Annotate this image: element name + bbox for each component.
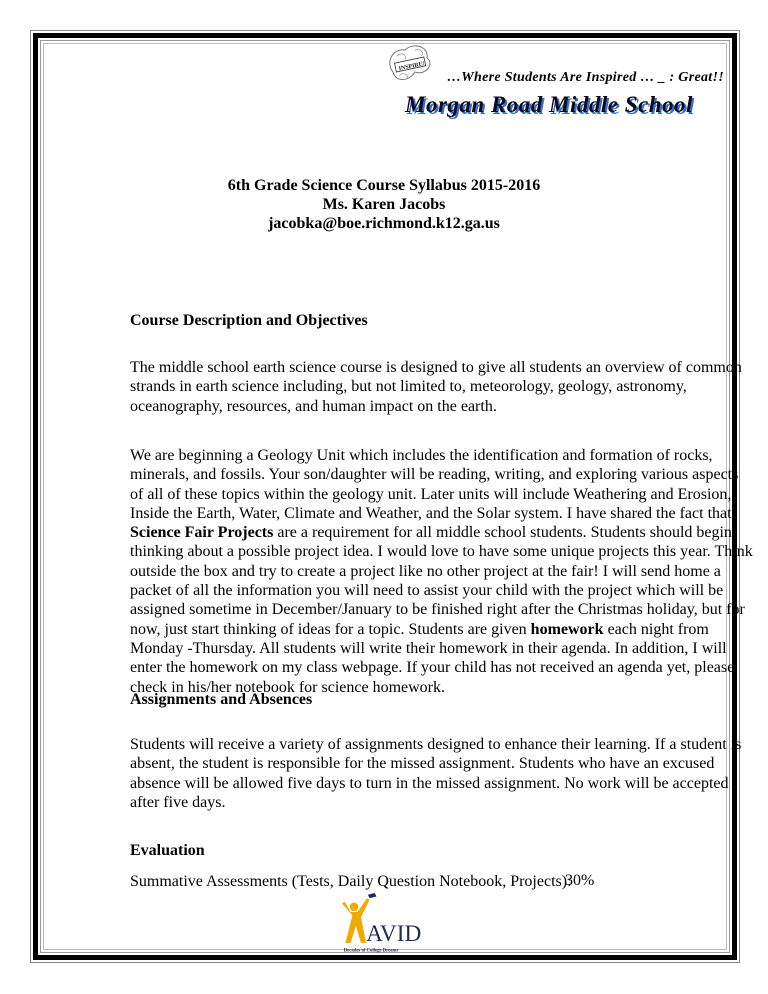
bold-text: homework: [530, 620, 604, 638]
evaluation-percent: 30%: [565, 872, 595, 889]
text-segment: are a requirement for all middle school students. Students should begin: [273, 524, 732, 542]
course-description-heading: Course Description and Objectives: [130, 312, 368, 329]
text-line: [130, 793, 741, 812]
evaluation-item: Summative Assessments (Tests, Daily Question Notebook, Projects):: [130, 873, 572, 890]
text-segment: packet of all the information you will need to assist your child with the project which will be: [130, 582, 724, 600]
text-line: [130, 754, 741, 773]
description-paragraph-1: [130, 358, 742, 416]
avid-wordmark: AVID: [366, 921, 422, 948]
text-segment: enter the homework on my class webpage. If your child has not received an agenda yet, please: [130, 659, 735, 677]
text-segment: Inside the Earth, Water, Climate and Weather, and the Solar system. I have shared the fact that: [130, 504, 732, 522]
text-segment: each night from: [603, 620, 709, 638]
text-segment: strands in earth science including, but not limited to, meteorology, geology, astronomy,: [130, 378, 687, 396]
text-segment: of all of these topics within the geology unit. Later units will include Weathering and Erosion,: [130, 485, 732, 503]
avid-logo: [335, 893, 430, 955]
text-segment: absence will be allowed five days to turn in the missed assignment. No work will be accepted: [130, 774, 729, 792]
text-segment: now, just start thinking of ideas for a topic. Students are given: [130, 620, 531, 638]
text-line: [130, 397, 742, 416]
text-line: [130, 377, 742, 396]
assignments-paragraph: [130, 735, 741, 812]
teacher-email: jacobka@boe.richmond.k12.ga.us: [268, 215, 500, 232]
text-segment: The middle school earth science course is designed to give all students an overview of common: [130, 359, 742, 376]
text-line: [130, 600, 753, 619]
inspire-logo: [385, 42, 435, 84]
text-line: [130, 542, 753, 561]
text-segment: assigned sometime in December/January to be finished right after the Christmas holiday, but for: [130, 601, 745, 619]
text-segment: outside the box and try to create a project like no other project at the fair! I will send home a: [130, 562, 721, 580]
text-line: [130, 620, 753, 639]
text-line: [130, 446, 753, 465]
text-line: [130, 735, 741, 754]
text-segment: oceanography, resources, and human impact on the earth.: [130, 397, 497, 415]
school-name: Morgan Road Middle School: [405, 92, 693, 117]
svg-text:INSPIRE!: INSPIRE!: [398, 61, 426, 73]
course-title: 6th Grade Science Course Syllabus 2015-2016: [227, 177, 541, 194]
text-line: [130, 485, 753, 504]
assignments-heading: Assignments and Absences: [130, 691, 313, 708]
text-segment: Students will receive a variety of assignments designed to enhance their learning. If a student is: [130, 736, 742, 753]
text-segment: Monday -Thursday. All students will write their homework in their agenda. In addition, I will: [130, 639, 727, 657]
avid-slogan: Decades of College Dreams: [343, 948, 399, 954]
text-segment: check in his/her notebook for science homework.: [130, 678, 446, 696]
teacher-name: Ms. Karen Jacobs: [322, 196, 446, 213]
text-segment: thinking about a possible project idea. I would love to have some unique projects this year. Think: [130, 543, 753, 561]
description-paragraph-2: [130, 446, 753, 697]
text-segment: minerals, and fossils. Your son/daughter will be reading, writing, and exploring various aspects: [130, 466, 739, 484]
text-line: [130, 562, 753, 581]
text-line: [130, 658, 753, 677]
text-line: [130, 523, 753, 542]
school-tagline: …Where Students Are Inspired … _ : Great!!: [447, 70, 724, 85]
text-segment: after five days.: [130, 793, 226, 811]
evaluation-heading: Evaluation: [130, 842, 205, 859]
bold-text: Science Fair Projects: [130, 524, 274, 542]
text-line: [130, 465, 753, 484]
text-line: [130, 639, 753, 658]
text-line: [130, 774, 741, 793]
text-line: [130, 504, 753, 523]
text-segment: absent, the student is responsible for the missed assignment. Students who have an excused: [130, 755, 715, 773]
text-segment: We are beginning a Geology Unit which includes the identification and formation of rocks,: [130, 447, 713, 464]
text-line: [130, 581, 753, 600]
text-line: [130, 358, 742, 377]
